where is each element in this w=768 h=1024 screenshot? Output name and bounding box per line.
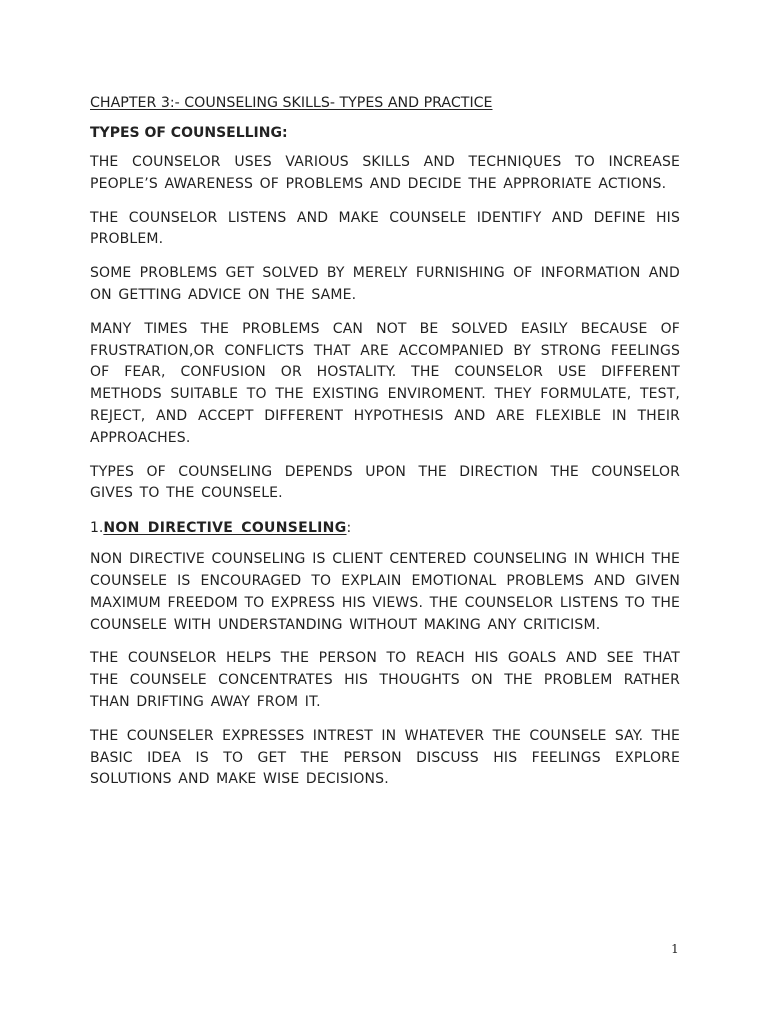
- heading-text: NON DIRECTIVE COUNSELING: [103, 520, 347, 537]
- paragraph: MANY TIMES THE PROBLEMS CAN NOT BE SOLVED EASILY BECAUSE OF FRUSTRATION,OR CONFLICTS THAT ARE ACCOMPANIED BY STRONG FEELINGS OF FEAR, CONFUSION OR HOSTALITY. THE COUNSELOR USE DIFFERENT METHODS SUITABLE TO THE EXISTING ENVIROMENT. THEY FORMULATE, TEST, REJECT, AND ACCEPT DIFFERENT HYPOTHESIS AND ARE FLEXIBLE IN THEIR APPROACHES.: [90, 320, 680, 446]
- heading-suffix: :: [346, 520, 352, 537]
- paragraph: SOME PROBLEMS GET SOLVED BY MERELY FURNISHING OF INFORMATION AND ON GETTING ADVICE ON THE SAME.: [90, 265, 680, 303]
- paragraph: THE COUNSELOR HELPS THE PERSON TO REACH HIS GOALS AND SEE THAT THE COUNSELE CONCENTRATES HIS THOUGHTS ON THE PROBLEM RATHER THAN DRIFTING AWAY FROM IT.: [90, 650, 680, 710]
- heading-number: 1.: [90, 520, 104, 537]
- paragraph: THE COUNSELOR LISTENS AND MAKE COUNSELE IDENTIFY AND DEFINE HIS PROBLEM.: [90, 209, 680, 248]
- paragraph: THE COUNSELER EXPRESSES INTREST IN WHATEVER THE COUNSELE SAY. THE BASIC IDEA IS TO GET THE PERSON DISCUSS HIS FEELINGS EXPLORE SOLUTIONS AND MAKE WISE DECISIONS.: [90, 727, 680, 788]
- paragraph: TYPES OF COUNSELING DEPENDS UPON THE DIRECTION THE COUNSELOR GIVES TO THE COUNSELE.: [90, 463, 680, 502]
- document-page: [90, 92, 680, 803]
- section-heading: TYPES OF COUNSELLING:: [90, 125, 288, 141]
- paragraph: NON DIRECTIVE COUNSELING IS CLIENT CENTERED COUNSELING IN WHICH THE COUNSELE IS ENCOURAGED TO EXPLAIN EMOTIONAL PROBLEMS AND GIVEN MAXIMUM FREEDOM TO EXPRESS HIS VIEWS. THE COUNSELOR LISTENS TO THE COUNSELE WITH UNDERSTANDING WITHOUT MAKING ANY CRITICISM.: [90, 551, 680, 633]
- chapter-title: CHAPTER 3:- COUNSELING SKILLS- TYPES AND PRACTICE: [90, 95, 493, 111]
- numbered-heading: [90, 517, 680, 539]
- paragraph: THE COUNSELOR USES VARIOUS SKILLS AND TECHNIQUES TO INCREASE PEOPLE’S AWARENESS OF PROBLEMS AND DECIDE THE APPRORIATE ACTIONS.: [90, 154, 680, 192]
- page-number: 1: [671, 942, 679, 956]
